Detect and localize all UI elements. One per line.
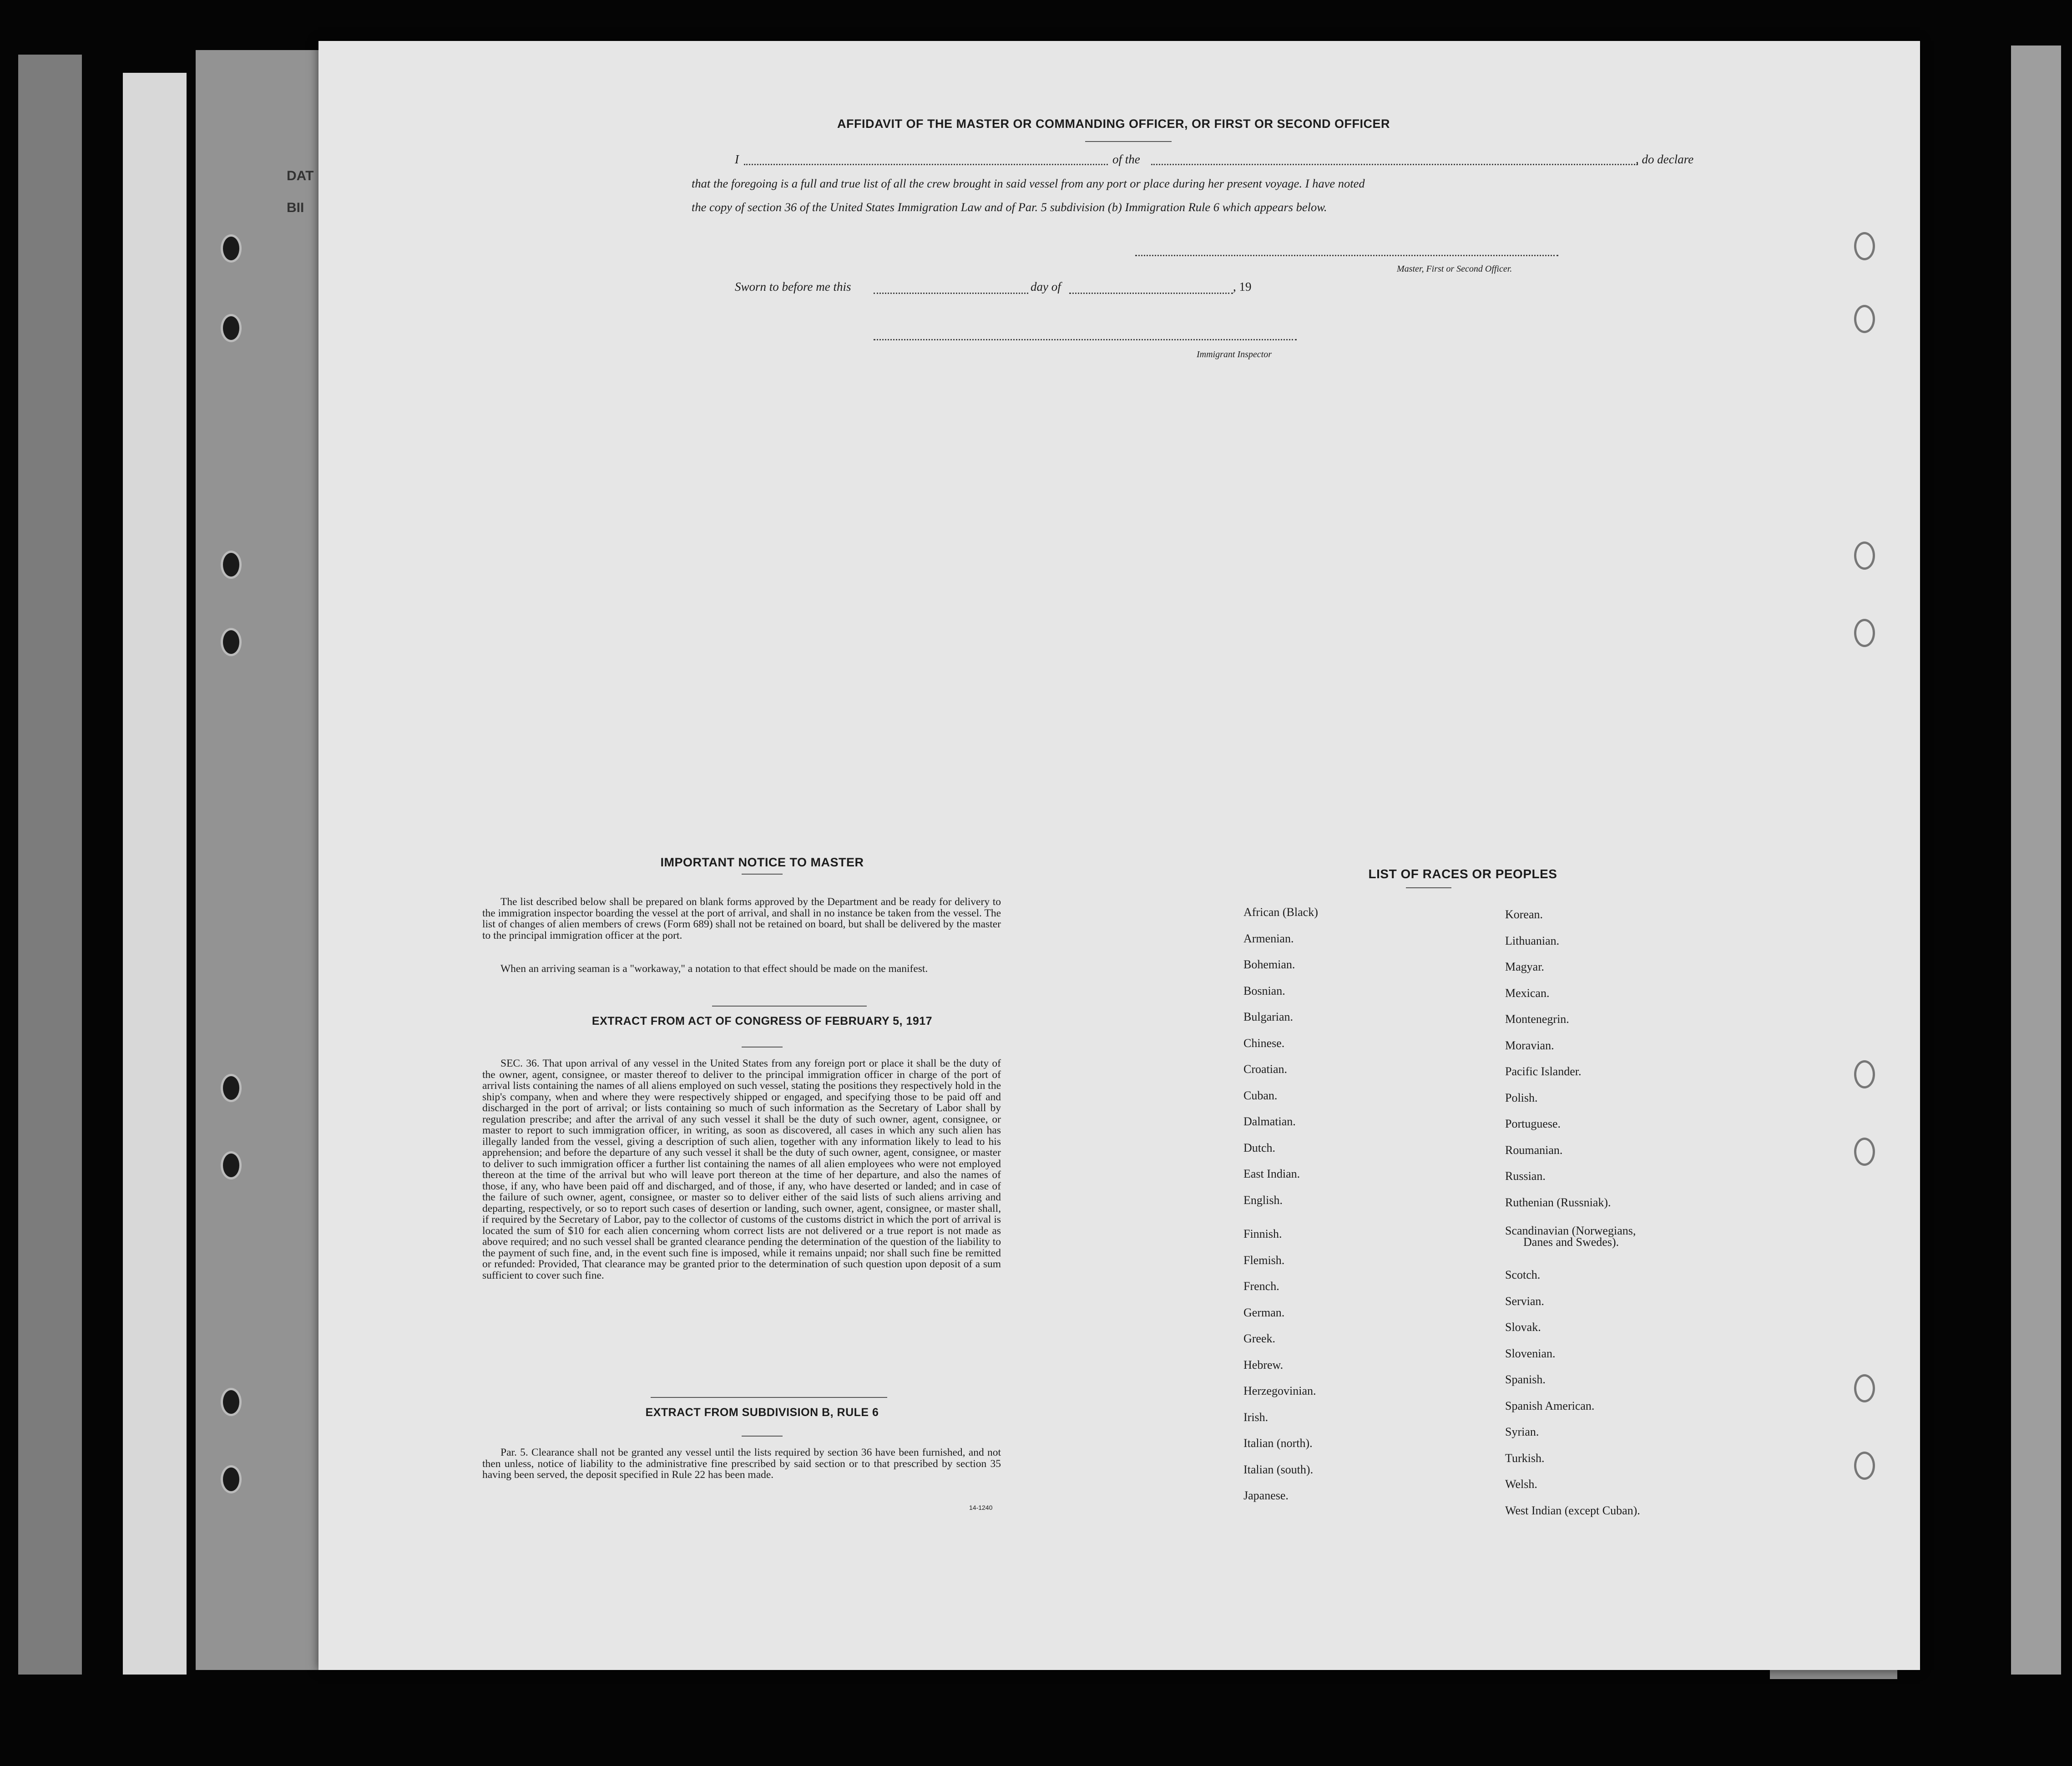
background-sheet-left [196,50,332,1670]
affidavit-line1-suffix: , do declare [1636,152,1694,166]
act-extract-body: SEC. 36. That upon arrival of any vessel in the United States from any foreign port or place it shall be the duty of the owner, agent, consignee, or master thereof to deliver to the principal immigration officer in charge of the port of arrival lists containing the names of all aliens employed on such vessel, stating the positions they respectively hold in the ship's company, when and where they were respectively shipped or engaged, and specifying those to be paid off and discharged in the port of arrival; or lists containing so much of such information as the Secretary of Labor shall by regulation prescribe; and after the arrival of any such vessel it shall be the duty of such owner, agent, consignee, or master to report to such immigration officer, in writing, as soon as discovered, all cases in which any such alien has illegally landed from the vessel, giving a description of such alien, together with any information likely to lead to his apprehension; and before the departure of any such vessel it shall be the duty of such owner, agent, consignee, or master to deliver to such immigration officer a further list containing the names of all alien employees who were not employed thereon at the time of the arrival but who will leave port thereon at the time of her departure, and also the names of those, if any, who have been paid off and discharged, and of those, if any, who have deserted or landed; and in case of the failure of such owner, agent, consignee, or master so to deliver either of the said lists of such aliens arriving and departing, respectively, or so to report such cases of desertion or landing, such owner, agent, consignee, or master shall, if required by the Secretary of Labor, pay to the collector of customs of the customs district in which the port of arrival is located the sum of $10 for each alien concerning whom correct lists are not delivered or a true report is not made as above required; and no such vessel shall be granted clearance pending the determination of the question of the liability to the payment of such fine, and, in the event such fine is imposed, while it remains unpaid; nor shall such fine be remitted or refunded: Provided, That clearance may be granted prior to the determination of such question upon deposit of a sum sufficient to cover such fine. [482,1058,1001,1281]
race-item: East Indian. [1243,1167,1300,1180]
background-sheet-left [123,73,187,1675]
binder-hole [1854,541,1875,570]
race-item: German. [1243,1306,1285,1319]
race-item: Roumanian. [1505,1144,1563,1157]
race-item: Dalmatian. [1243,1115,1296,1128]
race-item: Welsh. [1505,1478,1537,1491]
title-underline [1085,141,1172,142]
notice-title: IMPORTANT NOTICE TO MASTER [660,855,864,869]
race-item: Polish. [1505,1091,1538,1104]
signature-blank [1135,255,1558,256]
signature-caption: Master, First or Second Officer. [1397,264,1512,274]
binder-hole [1854,619,1875,647]
race-item: Scandinavian (Norwegians, [1505,1224,1636,1237]
race-item: Mexican. [1505,987,1550,1000]
race-item: Spanish. [1505,1373,1546,1386]
race-item: Hebrew. [1243,1358,1284,1371]
race-item: Moravian. [1505,1039,1554,1052]
inspector-signature-blank [874,339,1297,340]
race-item: Magyar. [1505,960,1544,973]
day-blank [874,293,1028,294]
month-blank [1069,293,1233,294]
act-extract-title: EXTRACT FROM ACT OF CONGRESS OF FEBRUARY 5, 1917 [591,1015,933,1027]
race-item: Danes and Swedes). [1523,1235,1619,1249]
race-item: African (Black) [1243,906,1318,919]
binder-hole [1854,1060,1875,1088]
sworn-mid: day of [1031,280,1061,293]
manifest-back-page [318,41,1920,1670]
affidavit-line1-prefix: I [735,152,739,166]
binder-hole [221,1074,242,1102]
sworn-suffix: , 19 [1233,280,1252,293]
race-item: Ruthenian (Russniak). [1505,1196,1611,1209]
race-item: Lithuanian. [1505,934,1560,947]
race-item: Slovenian. [1505,1347,1556,1360]
race-item: Russian. [1505,1169,1546,1183]
binder-hole [221,234,242,263]
race-item: Turkish. [1505,1452,1545,1465]
rule-extract-body: Par. 5. Clearance shall not be granted any vessel until the lists required by section 36 have been furnished, and not then unless, notice of liability to the administrative fine prescribed by said section or to that prescribed by section 35 having been served, the deposit specified in Rule 22 has been made. [482,1447,1001,1481]
races-title: LIST OF RACES OR PEOPLES [1368,867,1557,881]
race-item: Syrian. [1505,1425,1539,1438]
form-number: 14-1240 [969,1504,993,1511]
race-item: Bohemian. [1243,958,1295,971]
affidavit-line3: the copy of section 36 of the United States Immigration Law and of Par. 5 subdivision (b) Immigration Rule 6 which appears below. [692,200,1327,214]
section-divider [712,1006,867,1007]
inspector-caption: Immigrant Inspector [1197,349,1272,359]
race-item: Bosnian. [1243,984,1285,997]
race-item: Greek. [1243,1332,1276,1345]
notice-paragraph-1: The list described below shall be prepared on blank forms approved by the Department and be ready for delivery to the immigration inspector boarding the vessel at the port of arrival, and shall in no instance be taken from the vessel. The list of changes of alien members of crews (Form 689) shall not be retained on board, but shall be delivered by the master to the principal immigration officer at the port. [482,896,1001,941]
binder-hole [221,1151,242,1179]
background-sheet-left [18,55,82,1675]
race-item: Servian. [1505,1295,1544,1308]
binder-hole [221,628,242,656]
title-underline [742,874,783,875]
affidavit-line2: that the foregoing is a full and true list of all the crew brought in said vessel from any port or place during her present voyage. I have noted [692,177,1365,190]
notice-paragraph-2: When an arriving seaman is a "workaway," a notation to that effect should be made on the manifest. [500,963,928,975]
race-item: Italian (north). [1243,1437,1313,1450]
affidavit-line1-mid: of the [1112,152,1140,166]
race-item: English. [1243,1194,1283,1207]
binder-hole [1854,232,1875,260]
race-item: Chinese. [1243,1037,1285,1050]
race-item: Korean. [1505,908,1543,921]
binder-hole [221,1465,242,1493]
background-fragment-text: BII [287,200,304,215]
race-item: Slovak. [1505,1321,1541,1334]
race-item: Armenian. [1243,932,1294,945]
race-item: Bulgarian. [1243,1010,1294,1023]
race-item: Finnish. [1243,1227,1282,1240]
race-item: Montenegrin. [1505,1012,1569,1026]
title-underline [742,1436,783,1437]
binder-hole [221,551,242,579]
race-item: Herzegovinian. [1243,1384,1316,1397]
title-underline [1406,887,1451,888]
binder-hole [1854,1452,1875,1480]
affidavit-title: AFFIDAVIT OF THE MASTER OR COMMANDING OFFICER, OR FIRST OR SECOND OFFICER [837,117,1390,131]
rule-extract-title: EXTRACT FROM SUBDIVISION B, RULE 6 [645,1406,879,1419]
race-item: Dutch. [1243,1141,1276,1154]
race-item: Pacific Islander. [1505,1065,1582,1078]
binder-hole [1854,305,1875,333]
race-item: Portuguese. [1505,1117,1561,1130]
binder-hole [221,1388,242,1416]
race-item: Scotch. [1505,1268,1541,1281]
background-fragment-text: DAT [287,168,314,183]
race-item: Cuban. [1243,1089,1278,1102]
vessel-blank [1151,164,1638,165]
name-blank [744,164,1108,165]
sworn-prefix: Sworn to before me this [735,280,851,293]
background-sheet-right [2011,46,2061,1675]
race-item: Irish. [1243,1411,1268,1424]
race-item: West Indian (except Cuban). [1505,1504,1640,1517]
race-item: French. [1243,1280,1279,1293]
section-divider [651,1397,887,1398]
binder-hole [221,314,242,342]
race-item: Flemish. [1243,1254,1285,1267]
race-item: Italian (south). [1243,1463,1314,1476]
race-item: Japanese. [1243,1489,1289,1502]
race-item: Spanish American. [1505,1399,1595,1412]
race-item: Croatian. [1243,1063,1288,1076]
binder-hole [1854,1138,1875,1166]
binder-hole [1854,1374,1875,1402]
